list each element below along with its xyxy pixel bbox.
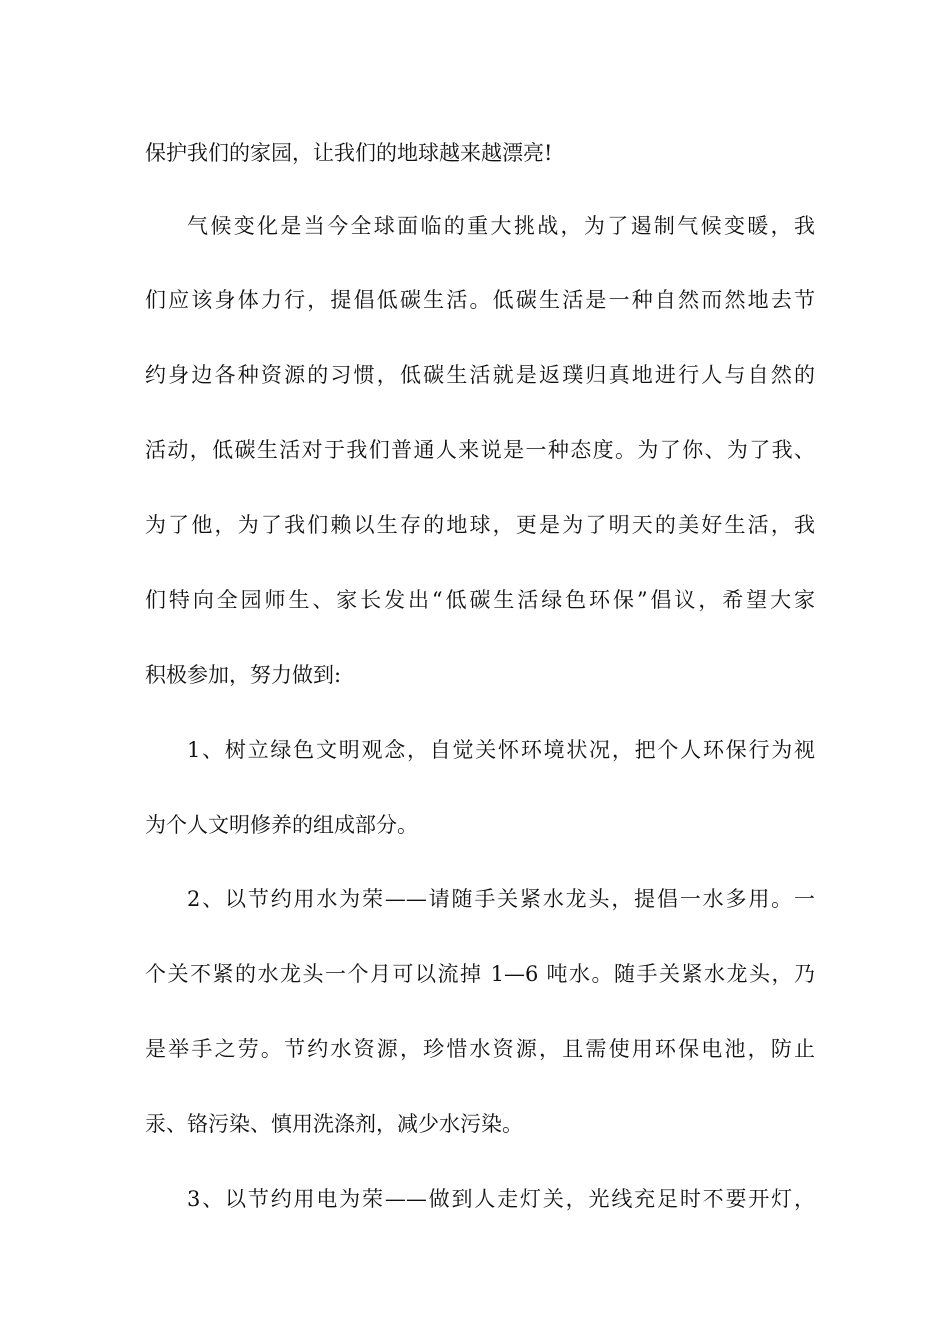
text-line: 为个人文明修养的组成部分。 xyxy=(145,813,418,837)
text-line: 们应该身体力行，提倡低碳生活。低碳生活是一种自然而然地去节 xyxy=(145,288,815,312)
text-line: 个关不紧的水龙头一个月可以流掉 1—6 吨水。随手关紧水龙头，乃 xyxy=(145,962,815,986)
paragraph-start-line: 气候变化是当今全球面临的重大挑战，为了遏制气候变暖，我 xyxy=(187,214,815,238)
text-line: 是举手之劳。节约水资源，珍惜水资源，且需使用环保电池，防止 xyxy=(145,1037,815,1061)
text-line: 保护我们的家园，让我们的地球越来越漂亮! xyxy=(145,141,553,165)
text-line: 约身边各种资源的习惯，低碳生活就是返璞归真地进行人与自然的 xyxy=(145,363,815,387)
list-item-2-line: 2、以节约用水为荣——请随手关紧水龙头，提倡一水多用。一 xyxy=(187,887,815,911)
text-line: 们特向全园师生、家长发出“低碳生活绿色环保”倡议，希望大家 xyxy=(145,588,815,612)
text-line: 积极参加，努力做到: xyxy=(145,663,342,687)
text-line: 活动，低碳生活对于我们普通人来说是一种态度。为了你、为了我、 xyxy=(145,438,815,462)
text-line: 汞、铬污染、慎用洗涤剂，减少水污染。 xyxy=(145,1112,523,1136)
list-item-3-line: 3、以节约用电为荣——做到人走灯关，光线充足时不要开灯， xyxy=(187,1187,815,1211)
list-item-1-line: 1、树立绿色文明观念，自觉关怀环境状况，把个人环保行为视 xyxy=(187,738,815,762)
text-line: 为了他，为了我们赖以生存的地球，更是为了明天的美好生活，我 xyxy=(145,513,815,537)
